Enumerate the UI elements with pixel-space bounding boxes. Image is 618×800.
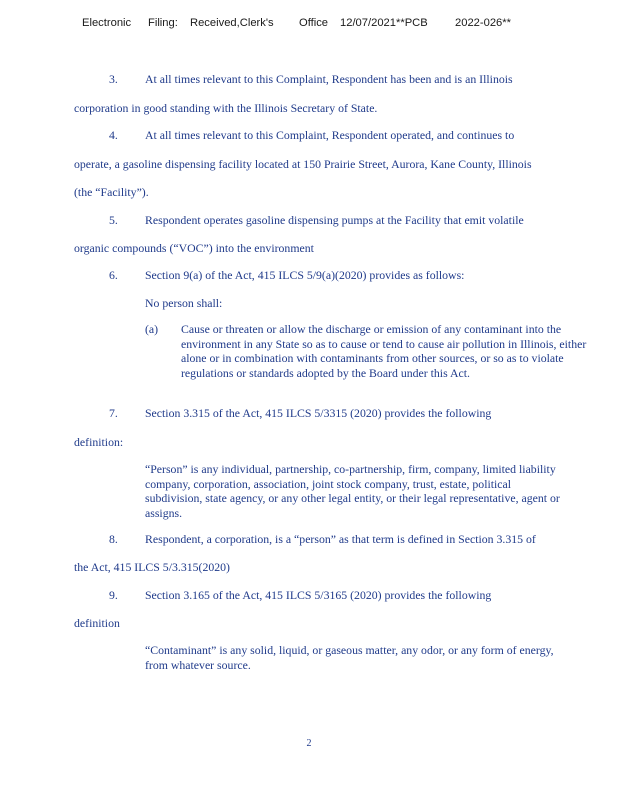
paragraph-6-quote-intro: No person shall:	[145, 296, 223, 310]
paragraph-9-line-1: Section 3.165 of the Act, 415 ILCS 5/3165 (2020) provides the following	[145, 588, 492, 602]
paragraph-4-line-3: (the “Facility”).	[74, 185, 149, 199]
paragraph-9-number: 9.	[109, 588, 118, 602]
paragraph-8-line-2: the Act, 415 ILCS 5/3.315(2020)	[74, 560, 230, 574]
paragraph-4-line-1: At all times relevant to this Complaint, Respondent operated, and continues to	[145, 128, 515, 142]
header-received-clerks: Received,Clerk's	[190, 17, 274, 29]
paragraph-7-line-2: definition:	[74, 435, 124, 449]
contaminant-definition-quote: “Contaminant” is any solid, liquid, or gaseous matter, any odor, or any form of energy, from whatever source.	[145, 643, 554, 672]
paragraph-6-item-label: (a)	[145, 322, 159, 336]
paragraph-6-number: 6.	[109, 268, 118, 282]
paragraph-8-number: 8.	[109, 532, 118, 546]
paragraph-4-line-2: operate, a gasoline dispensing facility located at 150 Prairie Street, Aurora, Kane County, Illinois	[74, 157, 532, 171]
paragraph-3-line-1: At all times relevant to this Complaint, Respondent has been and is an Illinois	[145, 72, 513, 86]
header-filing: Filing:	[148, 17, 178, 29]
paragraph-5-line-1: Respondent operates gasoline dispensing pumps at the Facility that emit volatile	[145, 213, 524, 227]
paragraph-9-line-2: definition	[74, 616, 120, 630]
paragraph-5-line-2: organic compounds (“VOC”) into the environment	[74, 241, 314, 255]
paragraph-8-line-1: Respondent, a corporation, is a “person” as that term is defined in Section 3.315 of	[145, 532, 536, 546]
paragraph-7-number: 7.	[109, 406, 118, 420]
header-case-number: 2022-026**	[455, 17, 511, 29]
paragraph-6-line-1: Section 9(a) of the Act, 415 ILCS 5/9(a)(2020) provides as follows:	[145, 268, 465, 282]
header-electronic: Electronic	[82, 17, 132, 29]
paragraph-4-number: 4.	[109, 128, 118, 142]
page-number: 2	[306, 738, 312, 749]
paragraph-3-number: 3.	[109, 72, 118, 86]
paragraph-5-number: 5.	[109, 213, 118, 227]
header-office: Office	[299, 17, 329, 29]
header-date-pcb: 12/07/2021**PCB	[340, 17, 428, 29]
person-definition-quote: “Person” is any individual, partnership, co-partnership, firm, company, limited liability company, corporation, association, joint stock company, trust, estate, political subdivision, state agency, or any other legal entity, or their legal representative, agent or assigns.	[145, 462, 560, 520]
paragraph-6-item-text: Cause or threaten or allow the discharge or emission of any contaminant into the environment in any State so as to cause or tend to cause air pollution in Illinois, either alone or in combination with contaminants from other sources, or so as to violate regulations or standards adopted by the Board under this Act.	[181, 322, 587, 380]
paragraph-3-line-2: corporation in good standing with the Illinois Secretary of State.	[74, 101, 378, 115]
paragraph-7-line-1: Section 3.315 of the Act, 415 ILCS 5/3315 (2020) provides the following	[145, 406, 492, 420]
